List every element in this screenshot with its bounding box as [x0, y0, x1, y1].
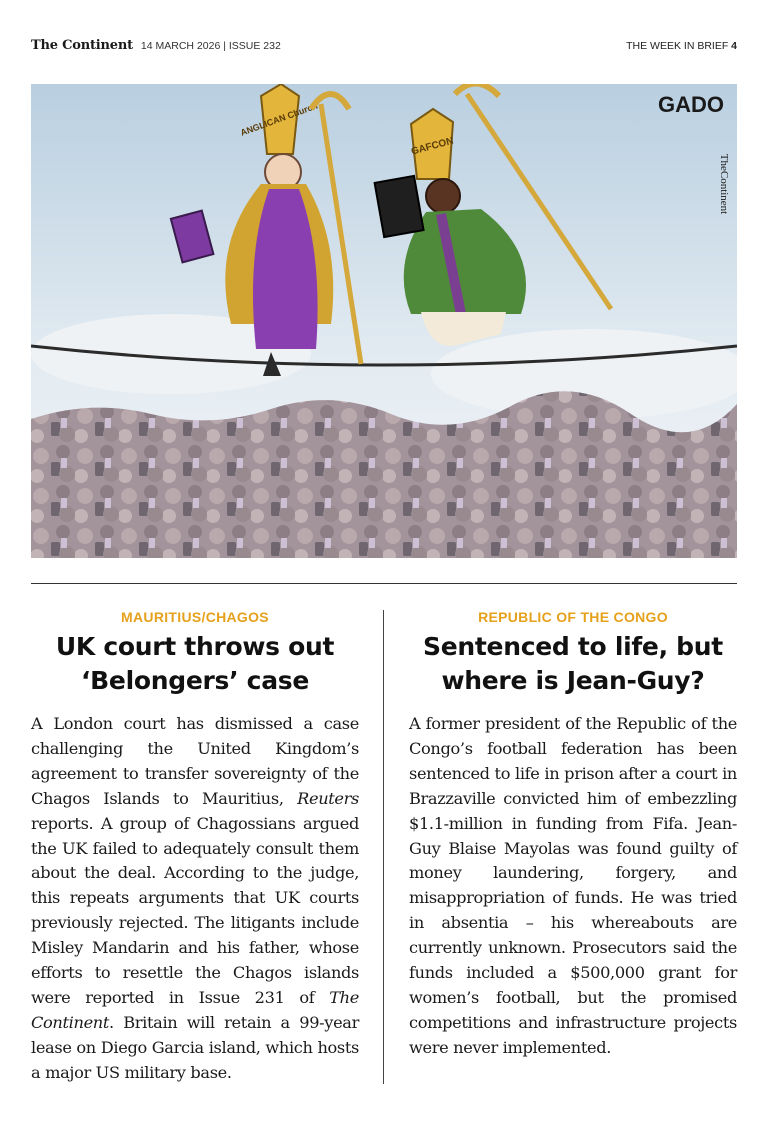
- masthead-group: [31, 36, 281, 54]
- page-header: [31, 36, 737, 54]
- page-number: 4: [731, 40, 737, 52]
- article-congo: [409, 608, 737, 1061]
- body-text: reports. A group of Chagossians argued the UK failed to adequately consult them about the deal. According to the judge, this repeats arguments that UK courts previously rejected. The litigants include Misley Mandarin and his father, whose efforts to resettle the Chagos islands were reported in Issue 231 of: [31, 813, 359, 1007]
- cartoon-signature: GADO: [658, 92, 724, 117]
- article-body: [31, 712, 359, 1086]
- column-divider: [383, 610, 384, 1084]
- article-body: [409, 712, 737, 1061]
- horizontal-rule: [31, 583, 737, 584]
- section-label: THE WEEK IN BRIEF: [626, 40, 729, 52]
- article-headline: Sentenced to life, but where is Jean-Guy?: [423, 632, 723, 695]
- body-text: A London court has dismissed a case challenging the United Kingdom’s agreement to transfer sovereignty of the Chagos Islands to Mauritius,: [31, 714, 359, 808]
- masthead: The Continent: [31, 38, 133, 53]
- article-headline: UK court throws out ‘Belongers’ case: [55, 632, 335, 695]
- body-text-italic: Reuters: [297, 788, 359, 808]
- section-label-group: [626, 40, 737, 52]
- issue-info: 14 MARCH 2026 | ISSUE 232: [140, 40, 281, 52]
- body-text: . Britain will retain a 99-year lease on Diego Garcia island, which hosts a major US military base.: [31, 1012, 359, 1082]
- article-kicker: REPUBLIC OF THE CONGO: [478, 609, 668, 625]
- mitre-left-label: ANGLICAN Church: [238, 100, 319, 138]
- cartoon-illustration: [31, 84, 737, 558]
- article-kicker: MAURITIUS/CHAGOS: [121, 609, 269, 625]
- body-text-italic: The Continent: [31, 987, 359, 1032]
- body-text: A former president of the Republic of the Congo’s football federation has been sentenced to life in prison after a court in Brazzaville convicted him of embezzling $1.1-million in funding from Fifa. Jean-Guy Blaise Mayolas was found guilty of money laundering, forgery, and misappropriation of funds. He was tried in absentia – his whereabouts are currently unknown. Prosecutors said the funds included a $500,000 grant for women’s football, but the promised competitions and infrastructure projects were never implemented.: [409, 714, 737, 1057]
- mitre-right-label: GAFCON: [409, 135, 455, 158]
- cartoon-credit: TheContinent: [718, 153, 730, 215]
- editorial-cartoon: [31, 84, 737, 558]
- article-chagos: [31, 608, 359, 1086]
